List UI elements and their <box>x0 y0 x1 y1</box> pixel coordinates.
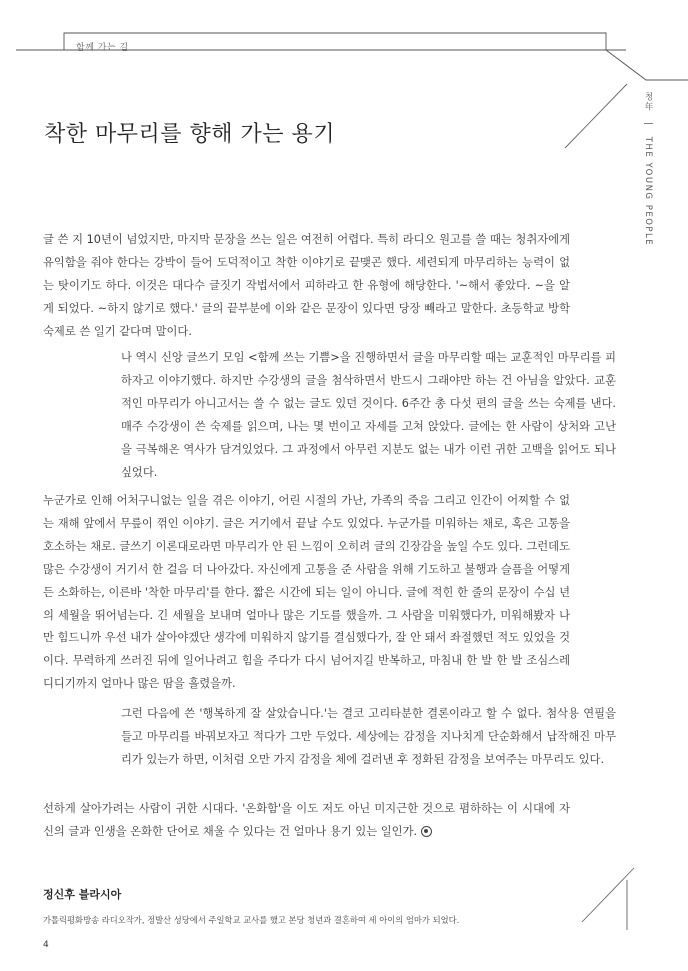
end-emblem-icon <box>421 826 432 837</box>
article-paragraph-1: 글 쓴 지 10년이 넘었지만, 마지막 문장을 쓰는 일은 여전히 어렵다. 특히 라디오 원고를 쓸 때는 청취자에게 유익함을 줘야 한다는 강박이 들어 도덕적이고 착한 이야기로 끝맺곤 했다. 세련되게 마무리하는 능력이 없는 탓이기도 하다. 이것은 대다수 글짓기 작법서에서 피하라고 한 유형에 해당한다. '~해서 좋았다. ~을 알게 되었다. ~하지 않기로 했다.' 글의 끝부분에 이와 같은 문장이 있다면 당장 빼라고 말한다. 초등학교 방학 숙제로 쓴 일기 같다며 말이다. <box>43 233 570 338</box>
article-title: 착한 마무리를 향해 가는 용기 <box>44 122 335 147</box>
article-paragraph-5-text: 선하게 살아가려는 사람이 귀한 시대다. '온화함'을 이도 저도 아닌 미지근한 것으로 폄하하는 이 시대에 자신의 글과 인생을 온화한 단어로 채울 수 있다는 건 얼마나 용기 있는 일인가. <box>43 802 570 838</box>
side-magazine-label <box>642 92 654 246</box>
author-name: 정신후 블라시아 <box>43 888 122 901</box>
article-paragraph-5 <box>43 798 570 844</box>
side-label-ko: 청年 <box>643 92 653 112</box>
section-tag: 함께 가는 길 <box>76 43 129 53</box>
article-paragraph-4-indented: 그런 다음에 쓴 '행복하게 잘 살았습니다.'는 결코 고리타분한 결론이라고 할 수 없다. 첨삭용 연필을 들고 마무리를 바꿔보자고 적다가 그만 두었다. 세상에는 감정을 지나치게 단순화해서 납작해진 마무리가 있는가 하면, 이처럼 오만 가지 감정을 체에 걸러낸 후 정화된 감정을 보여주는 마무리도 있다. <box>121 707 616 766</box>
page-number: 4 <box>43 940 49 950</box>
author-bio: 가톨릭평화방송 라디오작가, 정발산 성당에서 주일학교 교사를 했고 본당 청년과 결혼하여 세 아이의 엄마가 되었다. <box>43 915 460 925</box>
article-paragraph-3: 누군가로 인해 어처구니없는 일을 겪은 이야기, 어린 시절의 가난, 가족의 죽음 그리고 인간이 어찌할 수 없는 재해 앞에서 무릎이 꺾인 이야기. 글은 거기에서 끝날 수도 있었다. 누군가를 미워하는 채로, 혹은 고통을 호소하는 채로. 글쓰기 이론대로라면 마무리가 안 된 느낌이 오히려 글의 긴장감을 높일 수도 있다. 그런데도 많은 수강생이 거기서 한 걸음 더 나아갔다. 자신에게 고통을 준 사람을 위해 기도하고 불행과 슬픔을 어떻게든 소화하는, 이른바 '착한 마무리'를 한다. 짧은 시간에 되는 일이 아니다. 글에 적힌 한 줄의 문장이 수십 년의 세월을 뛰어넘는다. 긴 세월을 보내며 얼마나 많은 기도를 했을까. 그 사람을 미워했다가, 미워해봤자 나만 힘드니까 우선 내가 살아야겠단 생각에 미워하지 않기를 결심했다가, 잘 안 돼서 좌절했던 적도 있었을 것이다. 무력하게 쓰러진 뒤에 일어나려고 힘을 주다가 다시 넘어지길 반복하고, 마침내 한 발 한 발 조심스레 디디기까지 얼마나 많은 땀을 흘렸을까. <box>43 494 570 691</box>
side-label-separator: | <box>643 122 653 127</box>
side-label-en: THE YOUNG PEOPLE <box>643 136 653 247</box>
article-paragraph-2-indented: 나 역시 신앙 글쓰기 모임 <함께 쓰는 기쁨>을 진행하면서 글을 마무리할 때는 교훈적인 마무리를 피하자고 이야기했다. 하지만 수강생의 글을 첨삭하면서 반드시 그래야만 하는 건 아님을 알았다. 교훈적인 마무리가 아니고서는 쓸 수 없는 글도 있던 것이다. 6주간 총 다섯 편의 글을 쓰는 숙제를 낸다. 매주 수강생이 쓴 숙제를 읽으며, 나는 몇 번이고 자세를 고쳐 앉았다. 글에는 한 사람이 상처와 고난을 극복해온 역사가 담겨있었다. 그 과정에서 아무런 지분도 없는 내가 이런 귀한 고백을 읽어도 되나 싶었다. <box>121 351 616 479</box>
